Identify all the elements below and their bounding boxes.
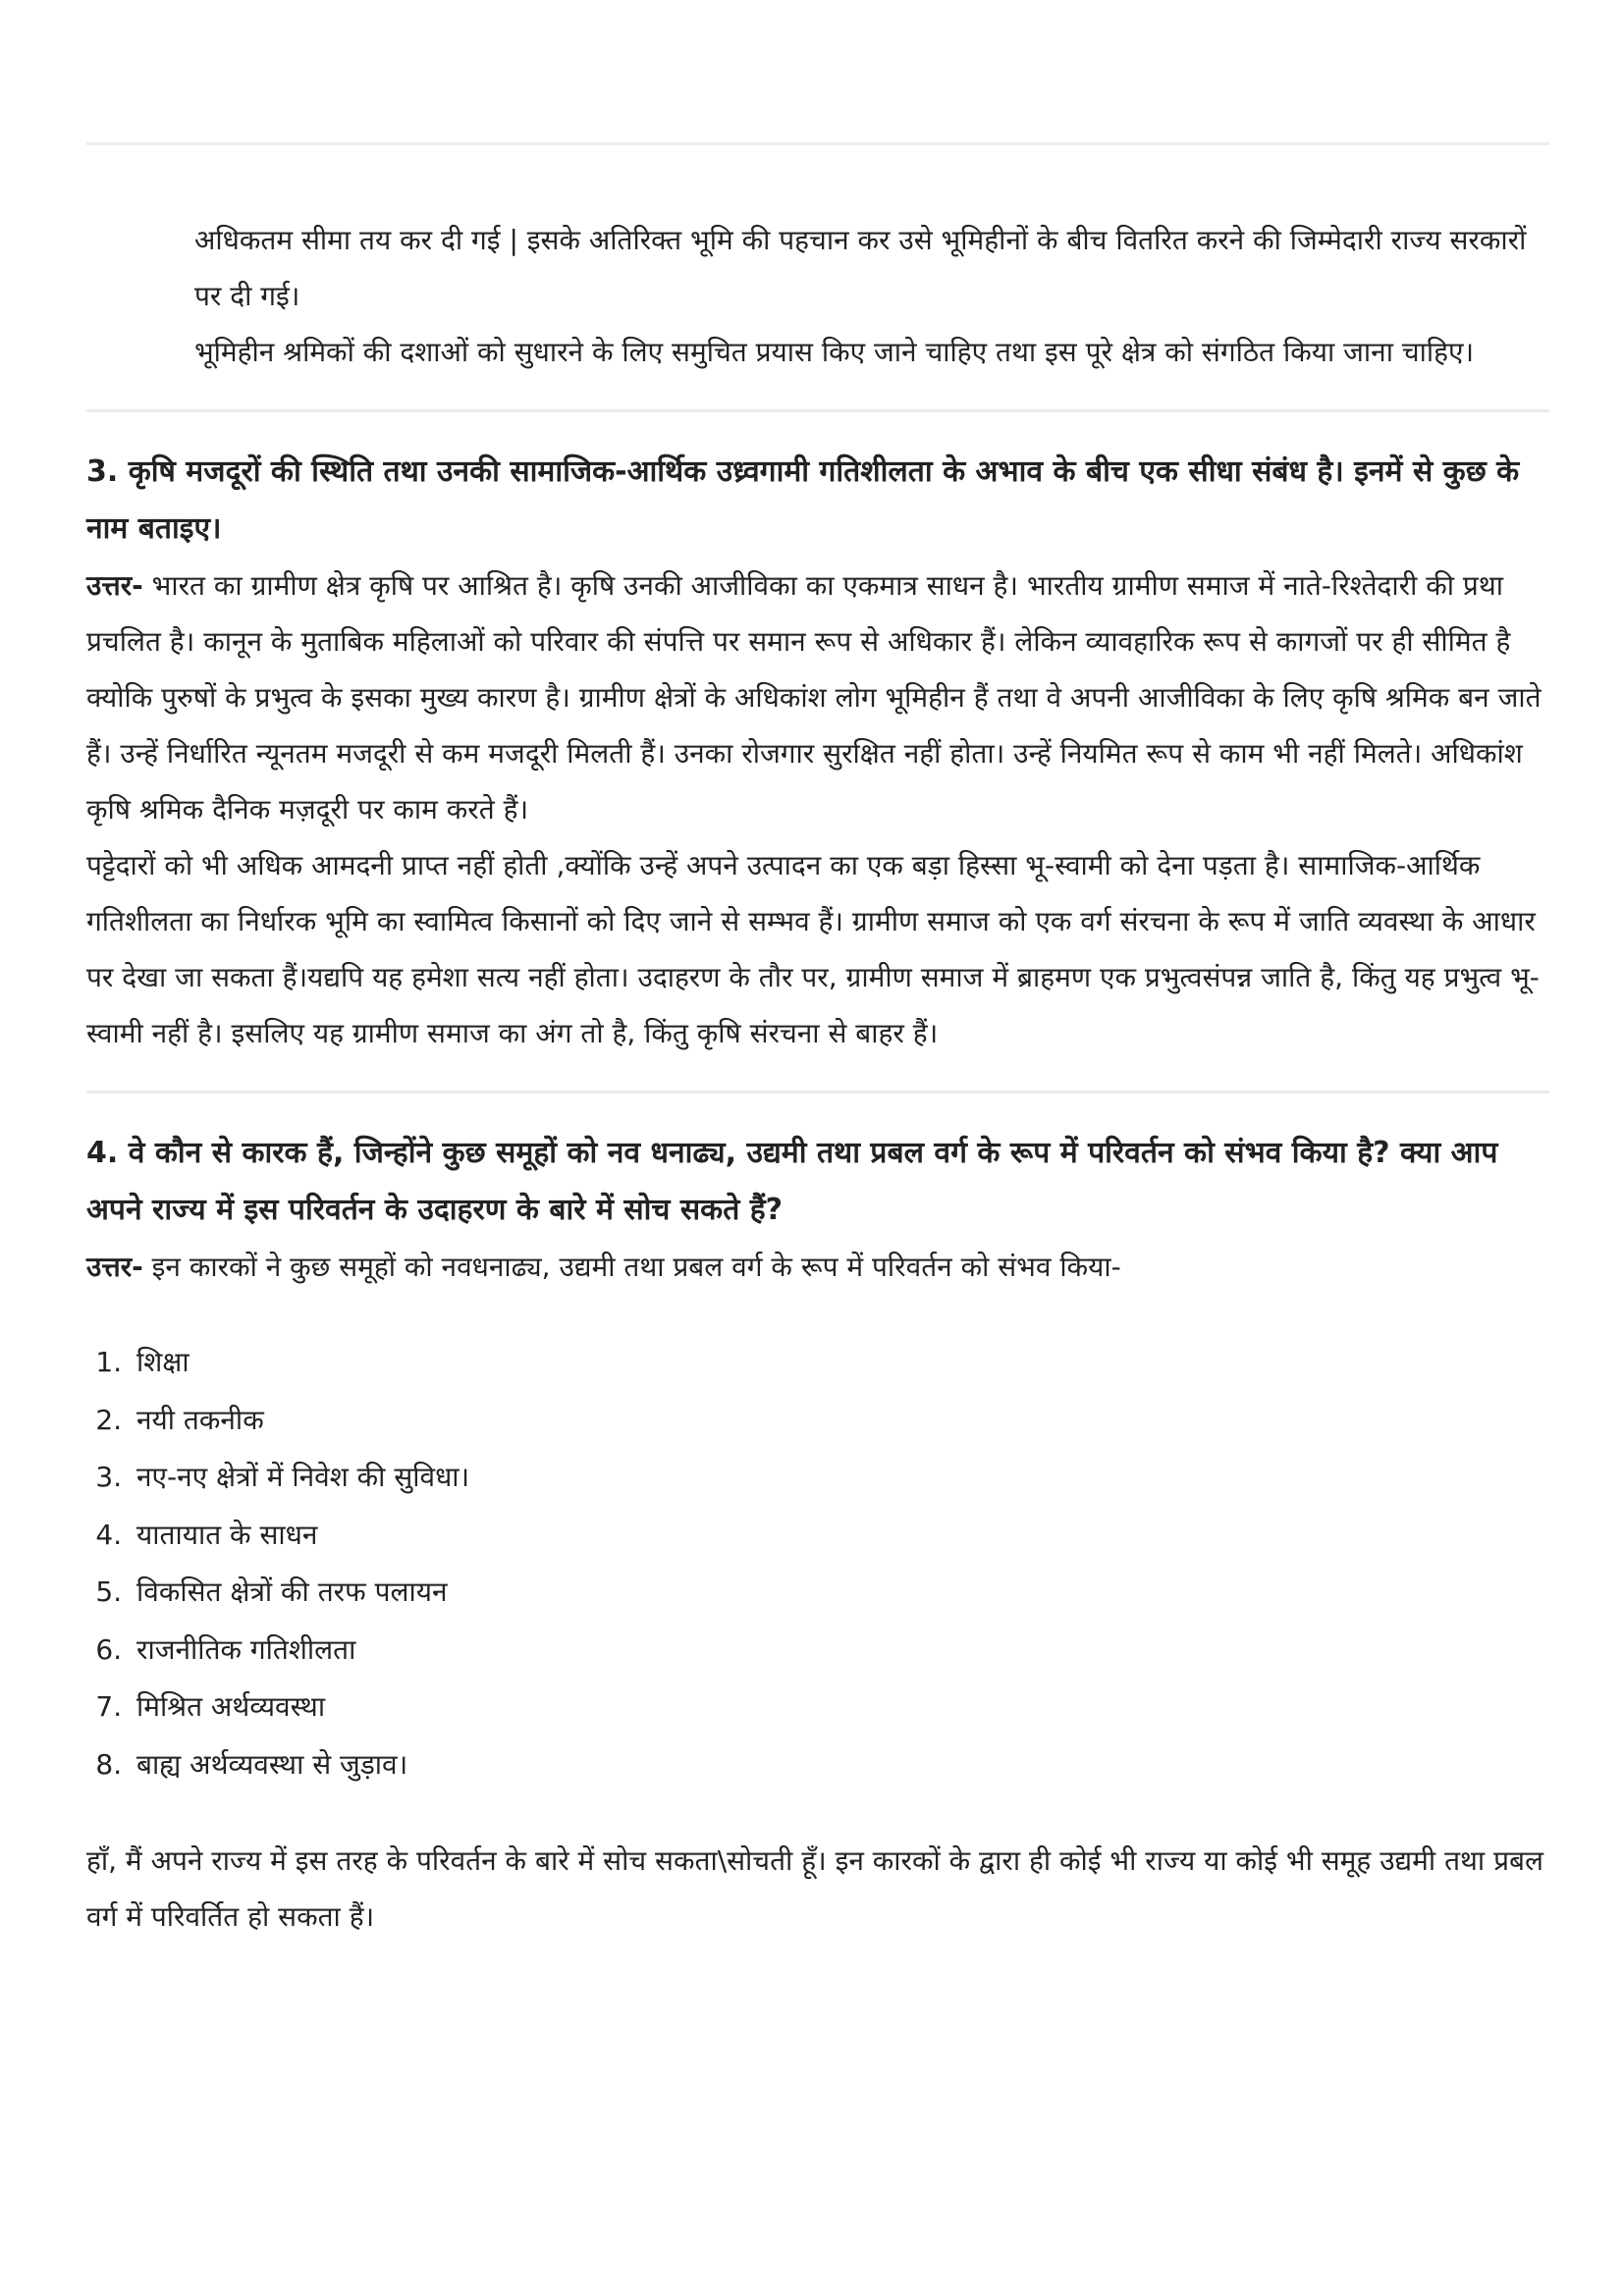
divider xyxy=(86,142,1549,145)
continuation-paragraph: भूमिहीन श्रमिकों की दशाओं को सुधारने के लिए समुचित प्रयास किए जाने चाहिए तथा इस पूरे क्षेत्र को संगठित किया जाना चाहिए। xyxy=(194,336,1475,368)
question-4-section xyxy=(86,1125,1549,1945)
document-page xyxy=(86,0,1549,1945)
question-3-section xyxy=(86,444,1549,1061)
previous-answer-continuation xyxy=(194,212,1549,380)
continuation-paragraph: अधिकतम सीमा तय कर दी गई | इसके अतिरिक्त भूमि की पहचान कर उसे भूमिहीनों के बीच वितरित करने की जिम्मेदारी राज्य सरकारों पर दी गई। xyxy=(194,224,1527,312)
list-item: 3. नए-नए क्षेत्रों में निवेश की सुविधा। xyxy=(131,1449,1549,1507)
list-item: 5. विकसित क्षेत्रों की तरफ पलायन xyxy=(131,1564,1549,1622)
question-3-answer-paragraph xyxy=(86,558,1549,837)
factors-list xyxy=(86,1334,1549,1793)
list-item: 8. बाह्य अर्थव्यवस्था से जुड़ाव। xyxy=(131,1736,1549,1794)
list-item: 6. राजनीतिक गतिशीलता xyxy=(131,1622,1549,1680)
question-4-answer-intro xyxy=(86,1239,1549,1295)
answer-text: भारत का ग्रामीण क्षेत्र कृषि पर आश्रित है। कृषि उनकी आजीविका का एकमात्र साधन है। भारतीय ग्रामीण समाज में नाते-रिश्तेदारी की प्रथा प्रचलित है। कानून के मुताबिक महिलाओं को परिवार की संपत्ति पर समान रूप से अधिकार हैं। लेकिन व्यावहारिक रूप से कागजों पर ही सीमित है क्योकि पुरुषों के प्रभुत्व के इसका मुख्य कारण है। ग्रामीण क्षेत्रों के अधिकांश लोग भूमिहीन हैं तथा वे अपनी आजीविका के लिए कृषि श्रमिक बन जाते हैं। उन्हें निर्धारित न्यूनतम मजदूरी से कम मजदूरी मिलती हैं। उनका रोजगार सुरक्षित नहीं होता। उन्हें नियमित रूप से काम भी नहीं मिलते। अधिकांश कृषि श्रमिक दैनिक मज़दूरी पर काम करते हैं। xyxy=(86,569,1542,826)
answer-text: इन कारकों ने कुछ समूहों को नवधनाढ्य, उद्यमी तथा प्रबल वर्ग के रूप में परिवर्तन को संभव किया- xyxy=(142,1251,1121,1283)
list-item: 4. यातायात के साधन xyxy=(131,1507,1549,1565)
answer-label: उत्तर- xyxy=(86,569,143,602)
divider xyxy=(86,409,1549,412)
question-4-heading: 4. वे कौन से कारक हैं, जिन्होंने कुछ समूहों को नव धनाढ्य, उद्यमी तथा प्रबल वर्ग के रूप में परिवर्तन को संभव किया है? क्या आप अपने राज्य में इस परिवर्तन के उदाहरण के बारे में सोच सकते हैं? xyxy=(86,1136,1498,1227)
divider xyxy=(86,1091,1549,1094)
list-item: 7. मिश्रित अर्थव्यवस्था xyxy=(131,1679,1549,1736)
list-item: 1. शिक्षा xyxy=(131,1334,1549,1392)
question-3-heading: 3. कृषि मजदूरों की स्थिति तथा उनकी सामाजिक-आर्थिक उध्र्वगामी गतिशीलता के अभाव के बीच एक सीधा संबंध है। इनमें से कुछ के नाम बताइए। xyxy=(86,454,1520,546)
question-3-answer-paragraph-2: पट्टेदारों को भी अधिक आमदनी प्राप्त नहीं होती ,क्योंकि उन्हें अपने उत्पादन का एक बड़ा हिस्सा भू-स्वामी को देना पड़ता है। सामाजिक-आर्थिक गतिशीलता का निर्धारक भूमि का स्वामित्व किसानों को दिए जाने से सम्भव हैं। ग्रामीण समाज को एक वर्ग संरचना के रूप में जाति व्यवस्था के आधार पर देखा जा सकता हैं।यद्यपि यह हमेशा सत्य नहीं होता। उदाहरण के तौर पर, ग्रामीण समाज में ब्राहमण एक प्रभुत्वसंपन्न जाति है, किंतु यह प्रभुत्व भू-स्वामी नहीं है। इसलिए यह ग्रामीण समाज का अंग तो है, किंतु कृषि संरचना से बाहर हैं। xyxy=(86,849,1540,1049)
list-item: 2. नयी तकनीक xyxy=(131,1392,1549,1450)
answer-label: उत्तर- xyxy=(86,1251,143,1283)
question-4-conclusion: हाँ, मैं अपने राज्य में इस तरह के परिवर्तन के बारे में सोच सकता\सोचती हूँ। इन कारकों के द्वारा ही कोई भी राज्य या कोई भी समूह उद्यमी तथा प्रबल वर्ग में परिवर्तित हो सकता हैं। xyxy=(86,1844,1543,1933)
